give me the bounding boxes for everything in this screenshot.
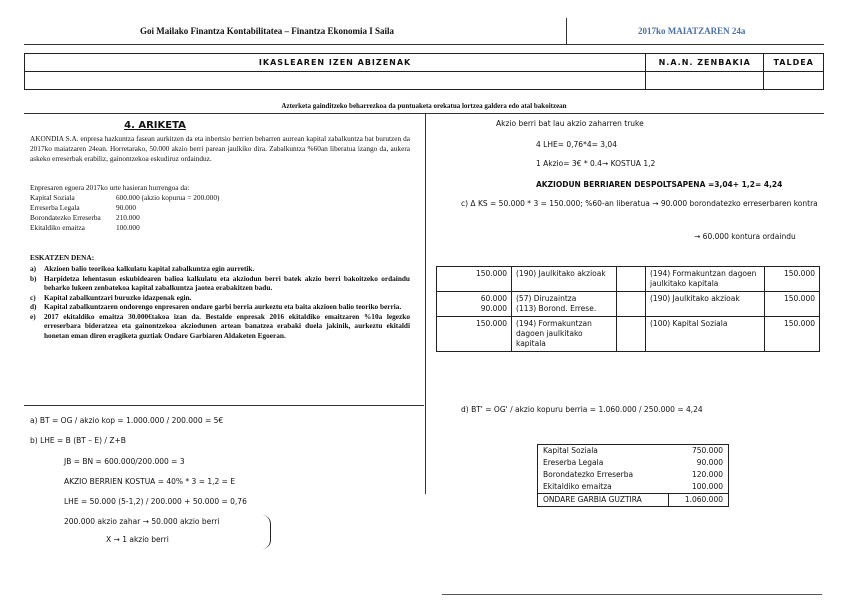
id-label: N.A.N. ZENBAKIA xyxy=(646,54,764,72)
journal-row: 150.000 (190) Jaulkitako akzioak (194) Formakuntzan dagoen jaulkitako kapitala 150.000 xyxy=(437,267,820,292)
exam-date: 2017ko MAIATZAREN 24a xyxy=(638,26,746,36)
journal-entries-table xyxy=(436,266,820,352)
equity-row: Borondatezko Erreserba 120.000 xyxy=(543,470,723,479)
answer-lhe4: 4 LHE= 0,76*4= 3,04 xyxy=(536,140,617,149)
equity-row: Kapital Soziala 750.000 xyxy=(543,446,723,455)
balance-row: Kapital Soziala 600.000 (akzio kopurua = 200.000) xyxy=(30,193,220,202)
id-field[interactable] xyxy=(646,72,764,90)
balance-row: Borondatezko Erreserba 210.000 xyxy=(30,213,140,222)
answers-rule xyxy=(24,405,424,406)
group-field[interactable] xyxy=(764,72,824,90)
note-rule xyxy=(24,113,824,114)
name-field[interactable] xyxy=(25,72,646,90)
balance-row: Ekitaldiko emaitza 100.000 xyxy=(30,223,140,232)
answer-lhe: LHE = 50.000 (5-1,2) / 200.000 + 50.000 = 0,76 xyxy=(64,497,247,506)
answer-ratio-2: X → 1 akzio berri xyxy=(106,535,169,544)
answer-d: d) BT' = OG' / akzio kopuru berria = 1.060.000 / 250.000 = 4,24 xyxy=(461,405,703,414)
header-divider xyxy=(566,18,567,44)
student-info-table xyxy=(24,53,824,90)
answer-jb: JB = BN = 600.000/200.000 = 3 xyxy=(64,457,185,466)
exam-note: Azterketa gainditzeko beharrezkoa da puntuaketa orekatua lortzea galdera edo atal bakoitzean xyxy=(281,102,567,110)
answer-c2: → 60.000 kontura ordaindu xyxy=(694,232,796,241)
column-divider xyxy=(425,114,426,494)
task-item: e) 2017 ekitaldiko emaitza 30.000€takoa izan da. Bestalde enpresak 2016 ekitaldiko emaitzaren %10a legezko erreserbara bideratzea eta gainontzekoa akziodunen artean banatzea erabaki duela jakinik, aurkeztu ekitaldi honetan eman diren eragiketa guztiak Ondare Garbiaren Aldaketen Egoeran. xyxy=(30,311,410,340)
answer-a: a) BT = OG / akzio kop = 1.000.000 / 200.000 = 5€ xyxy=(30,416,224,425)
exercise-statement: AKONDIA S.A. enpresa hazkuntza fasean aurkitzen da eta inbertsio berrien beharren aurrean kapital zabalkuntza bat burutzen da 2017ko maiatzaren 24ean. Horretarako, 50.000 akzio berri parean jaulkiko dira. Zabalkuntza %60an liberatua izango da, aukera askeko erreserbak erabiliz, gainontzekoa eskudiruz ordainduz. xyxy=(30,134,410,163)
group-label: TALDEA xyxy=(764,54,824,72)
header-rule xyxy=(24,44,824,45)
answer-kostua: AKZIO BERRIEN KOSTUA = 40% * 3 = 1,2 = E xyxy=(64,477,236,486)
exercise-title: 4. ARIKETA xyxy=(124,120,186,131)
answer-b: b) LHE = B (BT – E) / Z+B xyxy=(30,436,126,445)
brace-icon xyxy=(262,515,271,549)
answer-ratio-1: 200.000 akzio zahar → 50.000 akzio berri xyxy=(64,517,220,526)
name-label: IKASLEAREN IZEN ABIZENAK xyxy=(25,54,646,72)
answer-c: c) Δ KS = 50.000 * 3 = 150.000; %60-an liberatua → 90.000 borondatezko erreserbaren kontra xyxy=(461,199,818,208)
tasks-list xyxy=(30,264,410,340)
journal-row: 60.000 90.000 (57) Diruzaintza (113) Borond. Errese. (190) Jaulkitako akzioak 150.000 xyxy=(437,292,820,317)
equity-total-row: ONDARE GARBIA GUZTIRA 1.060.000 xyxy=(538,494,729,507)
footer-rule xyxy=(442,594,822,595)
task-item: a) Akzioen balio teorikoa kalkulatu kapital zabalkuntza egin aurretik. xyxy=(30,264,255,273)
initial-balance xyxy=(30,183,219,233)
equity-table xyxy=(537,444,729,507)
answer-akzio1: 1 Akzio= 3€ * 0.4→ KOSTUA 1,2 xyxy=(536,159,656,168)
task-item: b) Harpidetza lehentasun eskubidearen balioa kalkulatu eta akziodun berri batek akzio berri bakoitzeko ordaindu beharko lukeen zenbatekoa kapital zabalkuntza jaotea erabakitzen badu. xyxy=(30,273,410,292)
balance-row: Erreserba Legala 90.000 xyxy=(30,203,137,212)
equity-row: Ekitaldiko emaitza 100.000 xyxy=(543,482,723,491)
task-item: c) Kapital zabalkuntzari buruzko idazpenak egin. xyxy=(30,292,192,302)
journal-row: 150.000 (194) Formakuntzan dagoen jaulkitako kapitala (100) Kapital Soziala 150.000 xyxy=(437,317,820,352)
answer-truke: Akzio berri bat lau akzio zaharren truke xyxy=(496,119,644,128)
equity-row: Ereserba Legala 90.000 xyxy=(543,458,723,467)
task-item: d) Kapital zabalkuntzaren ondorengo enpresaren ondare garbi berria aurkeztu eta baita akzioen balio teoriko berria. xyxy=(30,302,402,311)
tasks-title: ESKATZEN DENA: xyxy=(30,253,95,262)
balance-intro: Enpresaren egoera 2017ko urte hasieran hurrengoa da: xyxy=(30,183,190,192)
answer-despoltsa: AKZIODUN BERRIAREN DESPOLTSAPENA =3,04+ 1,2= 4,24 xyxy=(536,180,783,189)
course-title: Goi Mailako Finantza Kontabilitatea – Finantza Ekonomia I Saila xyxy=(140,26,395,36)
